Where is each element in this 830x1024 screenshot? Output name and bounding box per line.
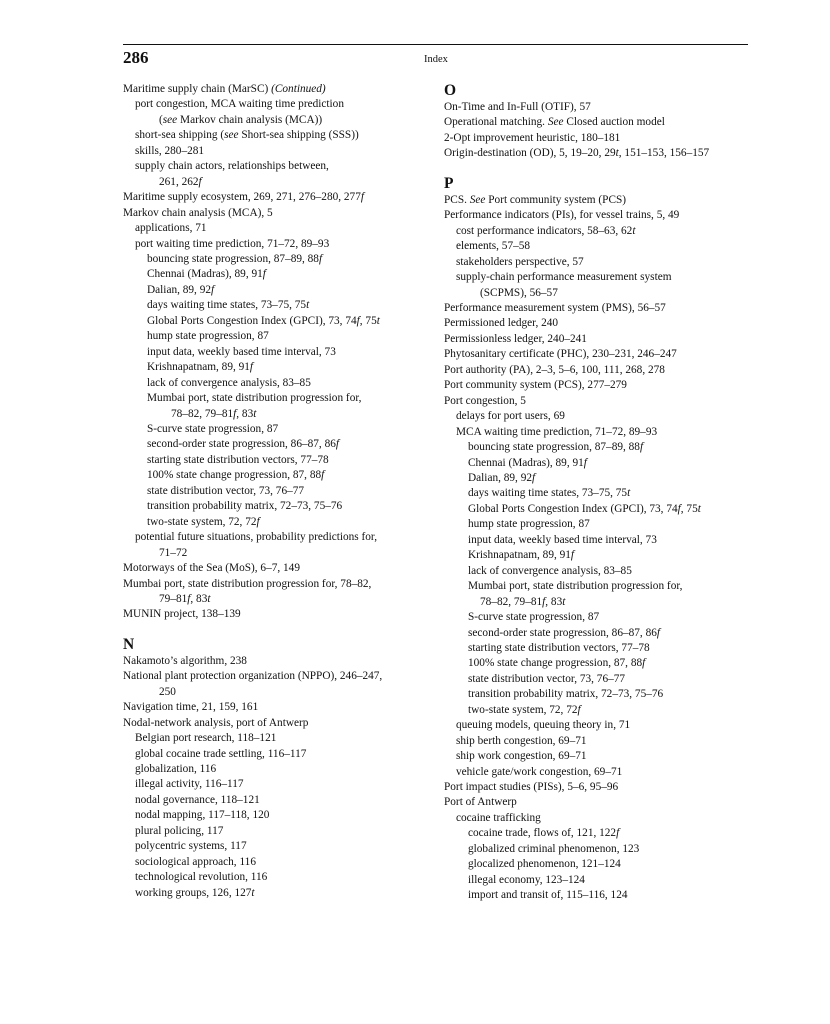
index-entry <box>123 886 423 901</box>
index-entry <box>123 731 423 746</box>
entry-text: bouncing state progression, 87–89, 88 <box>468 441 640 454</box>
entry-text: lack of convergence analysis, 83–85 <box>468 564 632 577</box>
italic-locator: t <box>251 886 255 899</box>
entry-text: hump state progression, 87 <box>147 330 269 343</box>
entry-text: elements, 57–58 <box>456 240 531 253</box>
page-number: 286 <box>123 48 149 67</box>
entry-text: Performance measurement system (PMS), 56–57 <box>444 301 666 314</box>
index-entry <box>444 656 754 671</box>
italic-locator: f <box>262 268 266 281</box>
index-entry <box>444 873 754 888</box>
index-entry <box>123 747 423 762</box>
entry-text: second-order state progression, 86–87, 86 <box>468 626 657 639</box>
italic-locator: t <box>207 592 211 605</box>
section-letter: N <box>123 635 135 653</box>
index-entry <box>123 808 423 823</box>
entry-text: Short-sea shipping (SSS)) <box>238 129 359 142</box>
index-entry <box>444 842 754 857</box>
entry-text: Port congestion, 5 <box>444 394 526 407</box>
index-entry <box>444 502 754 517</box>
entry-text: Markov chain analysis (MCA), 5 <box>123 206 273 219</box>
italic-locator: f <box>583 456 587 469</box>
entry-text: ship berth congestion, 69–71 <box>456 734 587 747</box>
index-entry <box>444 579 754 594</box>
index-entry <box>444 146 754 161</box>
entry-text: 78–82, 79–81 <box>171 407 234 420</box>
index-entry <box>444 332 754 347</box>
italic-locator: t <box>562 595 566 608</box>
entry-text: bouncing state progression, 87–89, 88 <box>147 252 319 265</box>
index-column-right <box>444 82 754 904</box>
entry-text: , 151–153, 156–157 <box>618 147 710 160</box>
entry-text: state distribution vector, 73, 76–77 <box>468 672 626 685</box>
index-entry <box>123 298 423 313</box>
entry-text: starting state distribution vectors, 77–78 <box>468 641 650 654</box>
index-entry <box>123 654 423 669</box>
italic-locator: See <box>547 116 564 129</box>
entry-text: Belgian port research, 118–121 <box>135 732 277 745</box>
index-entry <box>444 378 754 393</box>
entry-text: Krishnapatnam, 89, 91 <box>468 549 571 562</box>
index-entry <box>123 113 423 128</box>
entry-text: Permissionless ledger, 240–241 <box>444 332 587 345</box>
italic-locator: f <box>570 549 575 562</box>
index-entry <box>444 533 754 548</box>
entry-text: skills, 280–281 <box>135 144 205 157</box>
entry-text: 100% state change progression, 87, 88 <box>147 469 322 482</box>
entry-text: short-sea shipping ( <box>135 129 225 142</box>
entry-text: , 83 <box>545 595 563 608</box>
italic-locator: t <box>253 407 257 420</box>
entry-text: port congestion, MCA waiting time prediction <box>135 98 344 111</box>
index-entry <box>444 115 754 130</box>
index-entry <box>123 777 423 792</box>
index-entry <box>123 762 423 777</box>
index-entry <box>444 471 754 486</box>
index-entry <box>444 224 754 239</box>
entry-text: hump state progression, 87 <box>468 518 590 531</box>
index-entry <box>444 270 754 285</box>
index-entry <box>444 347 754 362</box>
index-entry <box>123 870 423 885</box>
index-entry <box>123 237 423 252</box>
index-entry <box>444 888 754 903</box>
index-entry <box>123 360 423 375</box>
entry-text: Global Ports Congestion Index (GPCI), 73, 74 <box>147 314 357 327</box>
index-entry <box>123 190 423 205</box>
italic-locator: f <box>211 283 215 296</box>
index-entry <box>123 391 423 406</box>
entry-text: sociological approach, 116 <box>135 855 256 868</box>
index-entry <box>444 193 754 208</box>
index-entry <box>444 811 754 826</box>
index-entry <box>123 839 423 854</box>
index-entry <box>123 314 423 329</box>
entry-text: globalization, 116 <box>135 763 217 776</box>
italic-locator: t <box>697 502 701 515</box>
entry-text: On-Time and In-Full (OTIF), 57 <box>444 101 591 113</box>
entry-text: National plant protection organization (NPPO), 246–247, <box>123 670 383 683</box>
entry-text: Operational matching. <box>444 116 548 129</box>
entry-text: stakeholders perspective, 57 <box>456 255 584 268</box>
entry-text: illegal economy, 123–124 <box>468 873 585 886</box>
index-entry <box>123 577 423 592</box>
entry-text: MUNIN project, 138–139 <box>123 608 241 621</box>
index-entry <box>123 329 423 344</box>
entry-text: 2-Opt improvement heuristic, 180–181 <box>444 131 621 144</box>
italic-locator: f <box>187 592 191 605</box>
index-entry <box>444 316 754 331</box>
italic-locator: f <box>249 361 254 374</box>
entry-text: PCS. <box>444 193 470 206</box>
index-entry <box>444 672 754 687</box>
index-entry <box>123 283 423 298</box>
italic-locator: f <box>677 502 681 515</box>
section-gap <box>444 162 754 175</box>
entry-text: nodal governance, 118–121 <box>135 793 260 806</box>
entry-text: Mumbai port, state distribution progression for, <box>468 580 683 593</box>
header-rule <box>123 44 748 45</box>
entry-text: S-curve state progression, 87 <box>147 422 279 435</box>
entry-text: Port authority (PA), 2–3, 5–6, 100, 111, 268, 278 <box>444 363 665 376</box>
italic-locator: f <box>335 438 340 451</box>
entry-text: state distribution vector, 73, 76–77 <box>147 484 305 497</box>
entry-text: 100% state change progression, 87, 88 <box>468 657 643 670</box>
entry-text: (SCPMS), 56–57 <box>480 286 558 299</box>
entry-text: vehicle gate/work congestion, 69–71 <box>456 765 623 778</box>
entry-text: globalized criminal phenomenon, 123 <box>468 842 640 855</box>
entry-text: Motorways of the Sea (MoS), 6–7, 149 <box>123 562 300 575</box>
entry-text: supply chain actors, relationships between, <box>135 160 329 173</box>
entry-text: 250 <box>159 685 176 698</box>
entry-text: Closed auction model <box>563 116 665 129</box>
index-entry <box>444 301 754 316</box>
entry-text: Phytosanitary certificate (PHC), 230–231, 246–247 <box>444 348 677 361</box>
entry-text: queuing models, queuing theory in, 71 <box>456 719 631 732</box>
index-entry <box>123 221 423 236</box>
entry-text: global cocaine trade settling, 116–117 <box>135 747 307 760</box>
entry-text: delays for port users, 69 <box>456 410 565 423</box>
running-head: Index <box>424 54 448 65</box>
index-entry <box>123 669 423 684</box>
index-entry <box>444 517 754 532</box>
index-entry <box>444 765 754 780</box>
index-entry <box>123 685 423 700</box>
entry-text: technological revolution, 116 <box>135 871 268 884</box>
index-entry <box>123 159 423 174</box>
index-entry <box>444 131 754 146</box>
index-entry <box>123 345 423 360</box>
index-entry <box>444 610 754 625</box>
italic-locator: t <box>615 147 619 160</box>
index-entry <box>444 749 754 764</box>
entry-text: S-curve state progression, 87 <box>468 611 600 624</box>
index-entry <box>123 855 423 870</box>
entry-text: Chennai (Madras), 89, 91 <box>147 268 263 281</box>
index-entry <box>123 824 423 839</box>
index-entry <box>444 703 754 718</box>
italic-locator: f <box>532 471 536 484</box>
index-entry <box>123 453 423 468</box>
italic-locator: f <box>356 314 360 327</box>
entry-text: glocalized phenomenon, 121–124 <box>468 858 621 871</box>
entry-text: Origin-destination (OD), 5, 19–20, 29 <box>444 147 616 160</box>
index-column-left <box>123 82 423 901</box>
entry-text: days waiting time states, 73–75, 75 <box>147 299 307 312</box>
section-gap <box>123 623 423 636</box>
index-entry <box>123 144 423 159</box>
entry-text: Port impact studies (PISs), 5–6, 95–96 <box>444 781 619 794</box>
index-entry <box>444 456 754 471</box>
entry-text: cost performance indicators, 58–63, 62 <box>456 224 633 237</box>
index-entry <box>123 793 423 808</box>
entry-text: Port community system (PCS), 277–279 <box>444 379 627 392</box>
section-letter: O <box>444 82 457 99</box>
italic-locator: f <box>198 175 202 188</box>
index-entry <box>444 440 754 455</box>
entry-text: Nodal-network analysis, port of Antwerp <box>123 716 309 729</box>
entry-text: input data, weekly based time interval, 73 <box>147 345 336 358</box>
index-entry <box>444 687 754 702</box>
entry-text: , 83 <box>190 592 208 605</box>
entry-text: Port community system (PCS) <box>485 193 627 206</box>
entry-text: Global Ports Congestion Index (GPCI), 73, 74 <box>468 502 678 515</box>
entry-text: Dalian, 89, 92 <box>468 471 533 484</box>
entry-text: port waiting time prediction, 71–72, 89–93 <box>135 237 330 250</box>
index-entry <box>123 716 423 731</box>
italic-locator: f <box>360 191 364 204</box>
entry-text: Krishnapatnam, 89, 91 <box>147 361 250 374</box>
italic-locator: f <box>616 827 620 840</box>
entry-text: 261, 262 <box>159 175 199 188</box>
entry-text: , 75 <box>359 314 377 327</box>
index-entry <box>123 267 423 282</box>
index-entry <box>123 252 423 267</box>
entry-text: cocaine trade, flows of, 121, 122 <box>468 827 617 840</box>
italic-locator: t <box>627 487 631 500</box>
italic-locator: f <box>321 469 325 482</box>
index-entry <box>444 718 754 733</box>
entry-text: Mumbai port, state distribution progression for, 78–82, <box>123 577 372 590</box>
index-entry <box>444 780 754 795</box>
italic-locator: see <box>162 113 178 126</box>
entry-text: ( <box>159 113 163 126</box>
index-entry <box>444 100 754 115</box>
index-entry <box>123 499 423 514</box>
index-entry <box>444 286 754 301</box>
index-entry <box>123 468 423 483</box>
index-entry <box>444 795 754 810</box>
index-entry <box>123 561 423 576</box>
index-entry <box>444 394 754 409</box>
index-entry <box>123 175 423 190</box>
entry-text: days waiting time states, 73–75, 75 <box>468 487 628 500</box>
entry-text: potential future situations, probability predictions for, <box>135 531 378 544</box>
index-entry <box>123 546 423 561</box>
index-entry <box>444 239 754 254</box>
index-entry <box>123 82 423 97</box>
entry-text: MCA waiting time prediction, 71–72, 89–93 <box>456 425 658 438</box>
italic-locator: f <box>642 657 646 670</box>
italic-locator: (Continued) <box>271 83 326 95</box>
italic-locator: f <box>318 252 323 265</box>
entry-text: nodal mapping, 117–118, 120 <box>135 809 270 822</box>
italic-locator: See <box>469 193 486 206</box>
index-entry <box>444 208 754 223</box>
italic-locator: f <box>577 703 581 716</box>
entry-text: lack of convergence analysis, 83–85 <box>147 376 311 389</box>
entry-text: polycentric systems, 117 <box>135 840 247 853</box>
index-entry <box>444 564 754 579</box>
entry-text: illegal activity, 116–117 <box>135 778 244 791</box>
index-entry <box>123 530 423 545</box>
entry-text: 71–72 <box>159 546 188 559</box>
index-entry <box>123 607 423 622</box>
entry-text: Performance indicators (PIs), for vessel trains, 5, 49 <box>444 209 680 222</box>
italic-locator: f <box>542 595 546 608</box>
entry-text: Permissioned ledger, 240 <box>444 317 559 330</box>
index-entry <box>123 206 423 221</box>
entry-text: Navigation time, 21, 159, 161 <box>123 701 259 714</box>
entry-text: two-state system, 72, 72 <box>468 703 578 716</box>
index-entry <box>123 407 423 422</box>
italic-locator: f <box>656 626 661 639</box>
entry-text: working groups, 126, 127 <box>135 886 252 899</box>
index-entry <box>444 734 754 749</box>
italic-locator: see <box>224 129 239 142</box>
index-entry <box>123 592 423 607</box>
italic-locator: f <box>256 515 260 528</box>
entry-text: Mumbai port, state distribution progression for, <box>147 392 362 405</box>
entry-text: Chennai (Madras), 89, 91 <box>468 456 584 469</box>
index-entry <box>123 128 423 143</box>
entry-text: , 75 <box>680 502 698 515</box>
entry-text: transition probability matrix, 72–73, 75–76 <box>468 688 664 701</box>
index-entry <box>123 97 423 112</box>
entry-text: starting state distribution vectors, 77–78 <box>147 453 329 466</box>
entry-text: Maritime supply ecosystem, 269, 271, 276–280, 277 <box>123 191 361 204</box>
index-entry <box>123 376 423 391</box>
index-entry <box>444 826 754 841</box>
index-entry <box>444 255 754 270</box>
index-entry <box>444 486 754 501</box>
entry-text: input data, weekly based time interval, 73 <box>468 533 657 546</box>
index-entry <box>444 548 754 563</box>
italic-locator: t <box>632 224 636 237</box>
index-entry <box>444 626 754 641</box>
italic-locator: f <box>639 441 644 454</box>
entry-text: applications, 71 <box>135 222 207 235</box>
index-entry <box>123 437 423 452</box>
entry-text: cocaine trafficking <box>456 811 541 824</box>
entry-text: Nakamoto’s algorithm, 238 <box>123 654 247 667</box>
index-entry <box>444 425 754 440</box>
entry-text: supply-chain performance measurement system <box>456 271 672 284</box>
entry-text: 79–81 <box>159 592 188 605</box>
index-entry <box>123 484 423 499</box>
italic-locator: f <box>233 407 237 420</box>
entry-text: 78–82, 79–81 <box>480 595 543 608</box>
italic-locator: t <box>306 299 310 312</box>
entry-text: transition probability matrix, 72–73, 75–76 <box>147 500 343 513</box>
index-entry <box>444 363 754 378</box>
entry-text: two-state system, 72, 72 <box>147 515 257 528</box>
italic-locator: t <box>376 314 380 327</box>
entry-text: plural policing, 117 <box>135 824 224 837</box>
section-letter: P <box>444 174 454 192</box>
entry-text: second-order state progression, 86–87, 86 <box>147 438 336 451</box>
entry-text: Markov chain analysis (MCA)) <box>177 113 323 126</box>
index-entry <box>444 595 754 610</box>
entry-text: Dalian, 89, 92 <box>147 283 212 296</box>
entry-text: Port of Antwerp <box>444 796 517 809</box>
index-entry <box>123 700 423 715</box>
entry-text: import and transit of, 115–116, 124 <box>468 889 628 902</box>
index-entry <box>444 641 754 656</box>
index-entry <box>444 857 754 872</box>
index-entry <box>123 515 423 530</box>
index-entry <box>444 409 754 424</box>
index-entry <box>123 422 423 437</box>
entry-text: Maritime supply chain (MarSC) <box>123 83 272 95</box>
entry-text: ship work congestion, 69–71 <box>456 750 587 763</box>
entry-text: , 83 <box>236 407 254 420</box>
